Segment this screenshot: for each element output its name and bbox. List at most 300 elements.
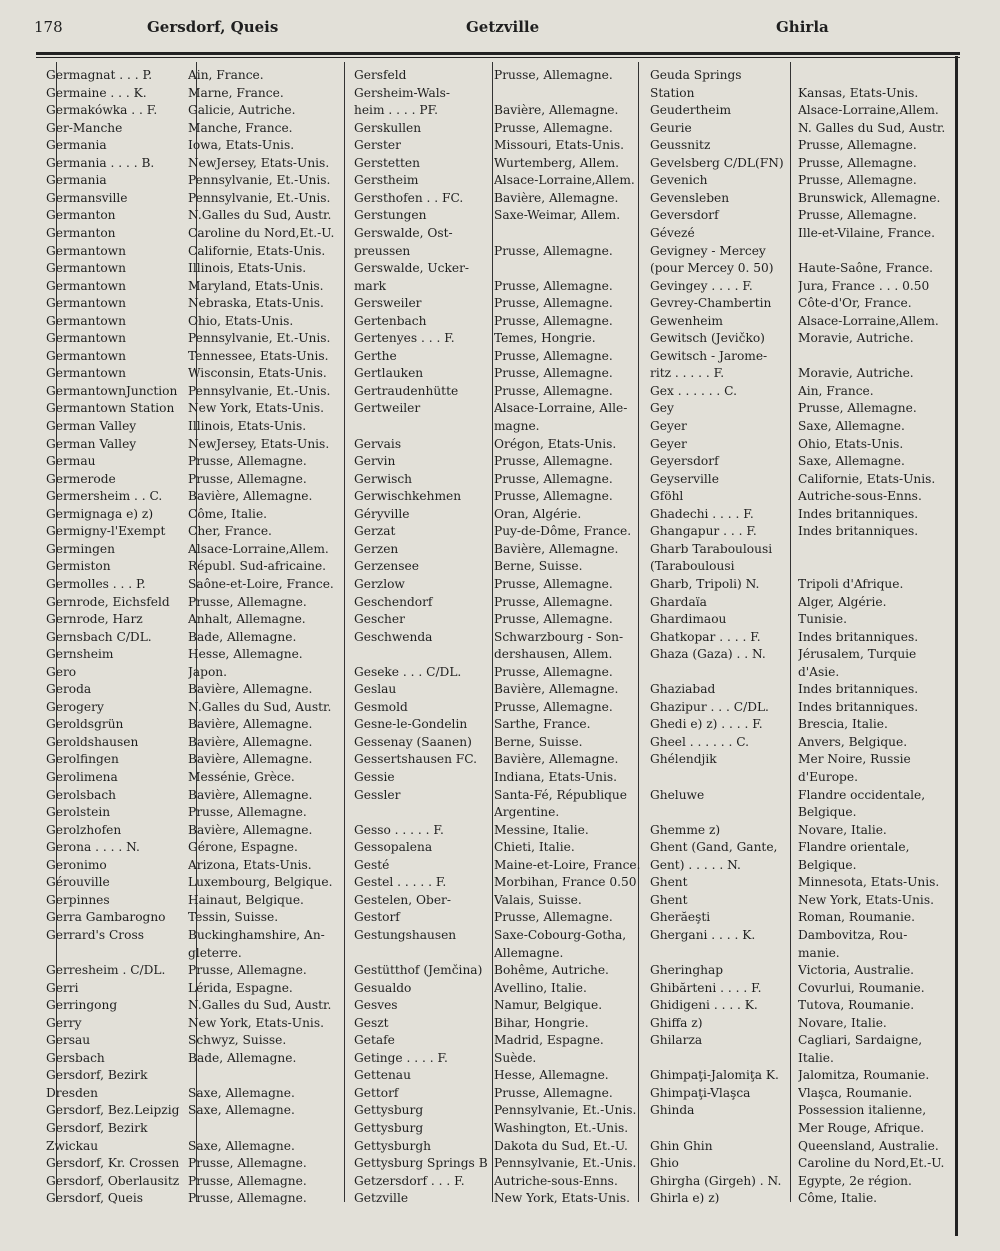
place-location: N.Galles du Sud, Austr. xyxy=(188,998,332,1013)
place-location: Prusse, Allemagne. xyxy=(494,366,613,381)
place-location: Marne, France. xyxy=(188,85,284,100)
entry-row xyxy=(650,399,950,417)
place-name: Germakówka . . F. xyxy=(46,103,158,118)
place-location: Prusse, Allemagne. xyxy=(494,1085,613,1100)
header-right-term: Ghirla xyxy=(776,18,829,36)
entry-row xyxy=(650,1031,950,1049)
place-name: Gestungshausen xyxy=(354,927,457,942)
place-name: Germagnat . . . P. xyxy=(46,68,153,82)
place-location: Prusse, Allemagne. xyxy=(798,138,917,153)
entry-row xyxy=(46,487,338,505)
place-location: Suède. xyxy=(494,1050,537,1065)
place-name: Geroldshausen xyxy=(46,734,139,749)
place-name: Dresden xyxy=(46,1085,98,1100)
entry-row xyxy=(46,382,338,400)
entry-row xyxy=(354,1084,644,1102)
place-name: Ghaziabad xyxy=(650,682,716,697)
entry-row xyxy=(354,435,644,453)
place-name: Gevensleben xyxy=(650,190,730,205)
place-name: Germantown Station xyxy=(46,401,175,416)
place-location: Prusse, Allemagne. xyxy=(188,454,307,469)
place-name: Germantown xyxy=(46,331,126,346)
place-name: Ghangapur . . . F. xyxy=(650,524,757,539)
entry-row xyxy=(354,1014,644,1032)
entry-row xyxy=(354,1101,644,1119)
place-location: Prusse, Allemagne. xyxy=(494,296,613,311)
place-name: Gerra Gambarogno xyxy=(46,910,166,925)
entry-row xyxy=(650,101,950,119)
place-location: Victoria, Australie. xyxy=(798,963,915,978)
entry-row xyxy=(46,505,338,523)
entry-row xyxy=(46,540,338,558)
place-location: Alger, Algérie. xyxy=(798,594,887,609)
place-location: Lérida, Espagne. xyxy=(188,980,293,995)
place-name: Geslau xyxy=(354,682,397,697)
place-location: Luxembourg, Belgique. xyxy=(188,875,333,890)
entry-row xyxy=(46,66,338,84)
entry-row xyxy=(46,1189,338,1207)
place-location: Côte-d'Or, France. xyxy=(798,296,912,311)
entry-row xyxy=(650,470,950,488)
entry-row xyxy=(650,294,950,312)
entry-row xyxy=(46,891,338,909)
place-location: Ain, France. xyxy=(798,383,874,398)
page-header xyxy=(0,0,1000,58)
place-name: Germantown xyxy=(46,278,126,293)
entry-row xyxy=(46,1137,338,1155)
place-name: Gerzen xyxy=(354,541,399,556)
place-name: Gévezé xyxy=(650,225,695,240)
place-location: Schwarzbourg - Son- xyxy=(494,629,624,644)
entry-row xyxy=(46,101,338,119)
place-location: manie. xyxy=(798,945,840,960)
place-location: Bade, Allemagne. xyxy=(188,629,297,644)
place-location: Prusse, Allemagne. xyxy=(494,489,613,504)
entry-row xyxy=(650,838,950,856)
place-name: Ghent xyxy=(650,875,688,890)
place-name: Gesté xyxy=(354,857,390,872)
entry-row xyxy=(650,540,950,558)
place-name: Ghio xyxy=(650,1156,679,1171)
place-name: Gervin xyxy=(354,454,396,469)
entry-row xyxy=(650,1066,950,1084)
place-location: N.Galles du Sud, Austr. xyxy=(188,699,332,714)
entry-row xyxy=(650,487,950,505)
entry-row xyxy=(46,312,338,330)
entry-row xyxy=(354,979,644,997)
place-name: Germania xyxy=(46,138,107,153)
place-name: Germantown xyxy=(46,348,126,363)
entry-row xyxy=(46,750,338,768)
place-name: Gestelen, Ober- xyxy=(354,892,451,907)
place-name: Geseke . . . C/DL. xyxy=(354,664,462,679)
place-name: Gerringong xyxy=(46,998,118,1013)
entry-row xyxy=(650,136,950,154)
place-location: Côme, Italie. xyxy=(798,1191,878,1206)
entry-row xyxy=(46,277,338,295)
entry-row xyxy=(354,312,644,330)
place-location: Japon. xyxy=(188,664,228,679)
place-name: Gewitsch - Jarome- xyxy=(650,348,768,363)
entry-row xyxy=(46,1101,338,1119)
place-location: Autriche-sous-Enns. xyxy=(798,489,922,504)
place-location: Pennsylvanie, Et.-Unis. xyxy=(494,1156,637,1171)
place-location: Vlaşca, Roumanie. xyxy=(798,1085,913,1100)
entry-row xyxy=(46,663,338,681)
place-location: Prusse, Allemagne. xyxy=(188,471,307,486)
entry-row xyxy=(354,786,644,804)
place-location: Bavière, Allemagne. xyxy=(188,787,313,802)
entry-row xyxy=(650,364,950,382)
place-location: Covurlui, Roumanie. xyxy=(798,980,925,995)
place-location: Bavière, Allemagne. xyxy=(188,489,313,504)
entry-row xyxy=(46,242,338,260)
place-name: Gesmold xyxy=(354,699,408,714)
place-location: Prusse, Allemagne. xyxy=(494,576,613,591)
place-location: Caroline du Nord,Et.-U. xyxy=(188,225,335,240)
entry-row xyxy=(46,189,338,207)
entry-row xyxy=(354,856,644,874)
place-location: Egypte, 2e région. xyxy=(798,1173,912,1188)
place-location: Prusse, Allemagne. xyxy=(494,243,613,258)
place-name: Gheluwe xyxy=(650,787,705,802)
place-location: Indes britanniques. xyxy=(798,682,919,697)
place-location: Roman, Roumanie. xyxy=(798,910,915,925)
entry-row xyxy=(650,119,950,137)
place-name: Ghent xyxy=(650,892,688,907)
place-name: Gesualdo xyxy=(354,980,412,995)
place-name: Gevenich xyxy=(650,173,708,188)
entry-row xyxy=(650,1137,950,1155)
place-location: Tripoli d'Afrique. xyxy=(798,576,904,591)
place-location: Bade, Allemagne. xyxy=(188,1050,297,1065)
entry-row xyxy=(650,224,950,242)
place-location: Prusse, Allemagne. xyxy=(188,805,307,820)
entry-row xyxy=(650,926,950,944)
place-location: Pennsylvanie, Et.-Unis. xyxy=(188,173,331,188)
place-name: Gewitsch (Jevičko) xyxy=(650,331,765,346)
place-location: Ille-et-Vilaine, France. xyxy=(798,225,935,240)
place-location: Saxe, Allemagne. xyxy=(188,1085,295,1100)
place-name: Gersdorf, Oberlausitz xyxy=(46,1173,180,1188)
entry-row xyxy=(650,259,950,277)
entry-row xyxy=(650,663,950,681)
place-name: Gessertshausen FC. xyxy=(354,752,478,767)
entry-row xyxy=(354,505,644,523)
place-location: Madrid, Espagne. xyxy=(494,1033,604,1048)
place-name: Geussnitz xyxy=(650,138,711,153)
entry-row xyxy=(354,154,644,172)
entry-row xyxy=(354,452,644,470)
place-name: Germanton xyxy=(46,208,116,223)
place-location: Wurtemberg, Allem. xyxy=(494,155,620,170)
place-location: Oran, Algérie. xyxy=(494,506,582,521)
entry-row xyxy=(354,908,644,926)
place-name: Geschwenda xyxy=(354,629,433,644)
place-location: Bavière, Allemagne. xyxy=(494,682,619,697)
place-name: Gertweiler xyxy=(354,401,421,416)
place-name: Germania . . . . B. xyxy=(46,155,155,170)
entry-row xyxy=(354,347,644,365)
entry-row xyxy=(354,1154,644,1172)
place-location: Alsace-Lorraine, Alle- xyxy=(494,401,628,416)
place-location: Anhalt, Allemagne. xyxy=(188,612,306,627)
place-location: Prusse, Allemagne. xyxy=(798,173,917,188)
place-name: Gersbach xyxy=(46,1050,105,1065)
entry-row xyxy=(46,593,338,611)
place-name: Gersdorf, Bezirk xyxy=(46,1121,148,1135)
place-name: Germigny-l'Exempt xyxy=(46,524,166,539)
place-location: Mer Noire, Russie xyxy=(798,752,911,767)
place-name: (Taraboulousi xyxy=(650,559,735,574)
place-location: Orégon, Etats-Unis. xyxy=(494,436,617,451)
place-location: dershausen, Allem. xyxy=(494,647,613,662)
entry-row xyxy=(354,628,644,646)
entry-row xyxy=(46,557,338,575)
entry-row xyxy=(650,680,950,698)
place-name: mark xyxy=(354,278,387,293)
place-location: Belgique. xyxy=(798,857,857,872)
entry-row xyxy=(46,575,338,593)
place-name: Ghaza (Gaza) . . N. xyxy=(650,647,766,662)
place-name: Geroldsgrün xyxy=(46,717,124,732)
entry-row xyxy=(354,1031,644,1049)
place-location: Dakota du Sud, Et.-U. xyxy=(494,1138,628,1153)
place-name: preussen xyxy=(354,243,411,258)
place-location: Novare, Italie. xyxy=(798,822,887,837)
header-middle-term: Getzville xyxy=(466,18,540,36)
place-name: Ghinda xyxy=(650,1103,695,1118)
place-location: Saxe-Cobourg-Gotha, xyxy=(494,927,627,942)
place-name: Geyer xyxy=(650,436,687,451)
place-location: Puy-de-Dôme, France. xyxy=(494,524,632,539)
entry-row xyxy=(354,294,644,312)
entry-row xyxy=(354,557,644,575)
place-name: Geschendorf xyxy=(354,594,433,609)
place-name: German Valley xyxy=(46,419,137,433)
place-name: Germingen xyxy=(46,541,115,556)
place-name: Gervais xyxy=(354,436,402,451)
place-location: Cher, France. xyxy=(188,524,272,539)
place-location: Bavière, Allemagne. xyxy=(188,822,313,837)
entry-row xyxy=(46,154,338,172)
entry-row xyxy=(354,996,644,1014)
place-name: Gessenay (Saanen) xyxy=(354,734,472,749)
entry-row xyxy=(650,698,950,716)
place-location: New York, Etats-Unis. xyxy=(798,892,934,907)
place-location: Prusse, Allemagne. xyxy=(494,664,613,679)
place-location: Californie, Etats-Unis. xyxy=(798,471,936,486)
entry-row xyxy=(354,926,644,944)
place-name: Gewenheim xyxy=(650,313,723,328)
place-location: Moravie, Autriche. xyxy=(798,366,914,381)
entry-row xyxy=(46,856,338,874)
place-name: Germantown xyxy=(46,366,126,381)
place-location: Belgique. xyxy=(798,805,857,820)
place-name: Gersdorf, Queis xyxy=(46,1191,144,1206)
place-name: Geuda Springs xyxy=(650,68,742,82)
entry-row xyxy=(46,1066,338,1084)
place-location: Prusse, Allemagne. xyxy=(494,313,613,328)
entry-row xyxy=(650,768,950,786)
place-name: Geyer xyxy=(650,419,687,433)
entry-row xyxy=(46,224,338,242)
place-location: Arizona, Etats-Unis. xyxy=(188,857,312,872)
place-location: New York, Etats-Unis. xyxy=(188,1015,324,1030)
place-location: Italie. xyxy=(798,1050,834,1065)
place-name: Gettysburg xyxy=(354,1103,424,1118)
place-location: Prusse, Allemagne. xyxy=(494,612,613,627)
entry-row xyxy=(354,522,644,540)
place-location: Brunswick, Allemagne. xyxy=(798,190,941,205)
place-location: Chieti, Italie. xyxy=(494,840,575,855)
entry-row xyxy=(650,1084,950,1102)
entry-row xyxy=(650,435,950,453)
place-location: Avellino, Italie. xyxy=(494,980,587,995)
place-name: Gerona . . . . N. xyxy=(46,840,140,855)
entry-row xyxy=(354,224,644,242)
place-name: Ghin Ghin xyxy=(650,1138,713,1153)
place-location: Nebraska, Etats-Unis. xyxy=(188,296,324,311)
entry-row xyxy=(650,452,950,470)
place-name: Gerster xyxy=(354,138,401,153)
place-location: Gérone, Espagne. xyxy=(188,840,298,855)
place-location: Jura, France . . . 0.50 xyxy=(798,278,930,293)
place-name: Ghedi e) z) . . . . F. xyxy=(650,717,763,732)
entry-row xyxy=(650,821,950,839)
place-location: Prusse, Allemagne. xyxy=(494,471,613,486)
place-name: Ghirgha (Girgeh) . N. xyxy=(650,1173,782,1188)
entry-row xyxy=(354,803,644,821)
place-name: Gestütthof (Jemčina) xyxy=(354,963,483,978)
place-name: Geszt xyxy=(354,1015,389,1030)
entry-row xyxy=(46,1119,338,1137)
entry-row xyxy=(354,944,644,962)
place-location: Queensland, Australie. xyxy=(798,1138,939,1153)
place-name: GermantownJunction xyxy=(46,383,178,398)
right-border xyxy=(955,56,958,1236)
place-name: Gerrard's Cross xyxy=(46,927,144,942)
place-name: Gerolfingen xyxy=(46,752,119,767)
place-name: Ghadechi . . . . F. xyxy=(650,506,754,521)
entry-row xyxy=(46,610,338,628)
place-name: Gheringhap xyxy=(650,963,724,978)
place-name: Gevigney - Mercey xyxy=(650,243,766,258)
entry-row xyxy=(46,786,338,804)
place-name: Gestorf xyxy=(354,910,400,925)
place-location: Indes britanniques. xyxy=(798,506,919,521)
place-location: Morbihan, France 0.50 xyxy=(494,875,637,890)
place-name: Ghardaïa xyxy=(650,594,707,609)
place-name: Germanton xyxy=(46,225,116,240)
gazetteer-table xyxy=(38,62,958,1217)
place-location: Jalomitza, Roumanie. xyxy=(798,1068,930,1083)
place-name: Geroda xyxy=(46,682,92,697)
entry-row xyxy=(46,733,338,751)
place-name: Zwickau xyxy=(46,1138,99,1153)
place-location: Tennessee, Etats-Unis. xyxy=(188,348,329,363)
place-location: Pennsylvanie, Et.-Unis. xyxy=(188,383,331,398)
entry-row xyxy=(650,733,950,751)
place-name: Gersdorf, Bezirk xyxy=(46,1068,148,1083)
entry-row xyxy=(354,593,644,611)
place-name: Gerolsbach xyxy=(46,787,117,802)
place-name: Gerzat xyxy=(354,524,396,539)
entry-row xyxy=(46,259,338,277)
place-location: NewJersey, Etats-Unis. xyxy=(188,436,330,451)
place-location: Tutova, Roumanie. xyxy=(798,998,915,1013)
entry-row xyxy=(46,979,338,997)
place-location: Bihar, Hongrie. xyxy=(494,1015,589,1030)
place-name: Germania xyxy=(46,173,107,188)
place-name: Gettysburg xyxy=(354,1121,424,1135)
place-location: Pennsylvanie, Et.-Unis. xyxy=(188,331,331,346)
place-name: Gersweiler xyxy=(354,296,422,311)
place-location: Tunisie. xyxy=(798,612,847,627)
place-name: Gernsbach C/DL. xyxy=(46,629,152,644)
entry-row xyxy=(354,470,644,488)
place-name: Germerode xyxy=(46,471,116,486)
place-name: Gesso . . . . . F. xyxy=(354,822,444,837)
entry-row xyxy=(354,698,644,716)
entry-row xyxy=(46,926,338,944)
entry-row xyxy=(650,66,950,84)
place-name: Ghatkopar . . . . F. xyxy=(650,629,761,644)
entry-row xyxy=(46,768,338,786)
entry-row xyxy=(650,610,950,628)
place-name: Gevingey . . . . F. xyxy=(650,278,753,293)
place-name: Germolles . . . P. xyxy=(46,576,146,591)
place-location: Bavière, Allemagne. xyxy=(188,752,313,767)
entry-row xyxy=(46,329,338,347)
place-location: Bavière, Allemagne. xyxy=(494,752,619,767)
entry-row xyxy=(650,189,950,207)
place-location: Républ. Sud-africaine. xyxy=(188,559,327,574)
entry-row xyxy=(46,996,338,1014)
place-name: Gernsheim xyxy=(46,647,114,662)
entry-row xyxy=(46,908,338,926)
place-location: Iowa, Etats-Unis. xyxy=(188,138,295,153)
place-name: Gevrey-Chambertin xyxy=(650,296,772,311)
place-location: Minnesota, Etats-Unis. xyxy=(798,875,940,890)
place-name: Germersheim . . C. xyxy=(46,489,163,504)
place-location: Santa-Fé, République xyxy=(494,787,627,802)
place-name: Ghergani . . . . K. xyxy=(650,927,756,942)
place-name: Gerzlow xyxy=(354,576,405,591)
entry-row xyxy=(650,944,950,962)
entry-row xyxy=(650,1189,950,1207)
place-name: Geversdorf xyxy=(650,208,719,223)
place-location: Côme, Italie. xyxy=(188,506,268,521)
place-location: Prusse, Allemagne. xyxy=(798,155,917,170)
place-location: Alsace-Lorraine,Allem. xyxy=(798,103,939,118)
entry-row xyxy=(354,119,644,137)
place-name: Gerstetten xyxy=(354,155,420,170)
place-name: Gent) . . . . . N. xyxy=(650,857,741,872)
entry-row xyxy=(46,435,338,453)
entry-row xyxy=(46,715,338,733)
place-name: Gertraudenhütte xyxy=(354,383,459,398)
place-location: Prusse, Allemagne. xyxy=(494,454,613,469)
entry-row xyxy=(354,242,644,260)
place-name: Ghent (Gand, Gante, xyxy=(650,840,778,855)
place-location: Ohio, Etats-Unis. xyxy=(798,436,904,451)
entry-row xyxy=(354,715,644,733)
entry-row xyxy=(650,505,950,523)
place-name: Gersdorf, Kr. Crossen xyxy=(46,1156,180,1171)
entry-row xyxy=(354,487,644,505)
place-location: Indes britanniques. xyxy=(798,524,919,539)
